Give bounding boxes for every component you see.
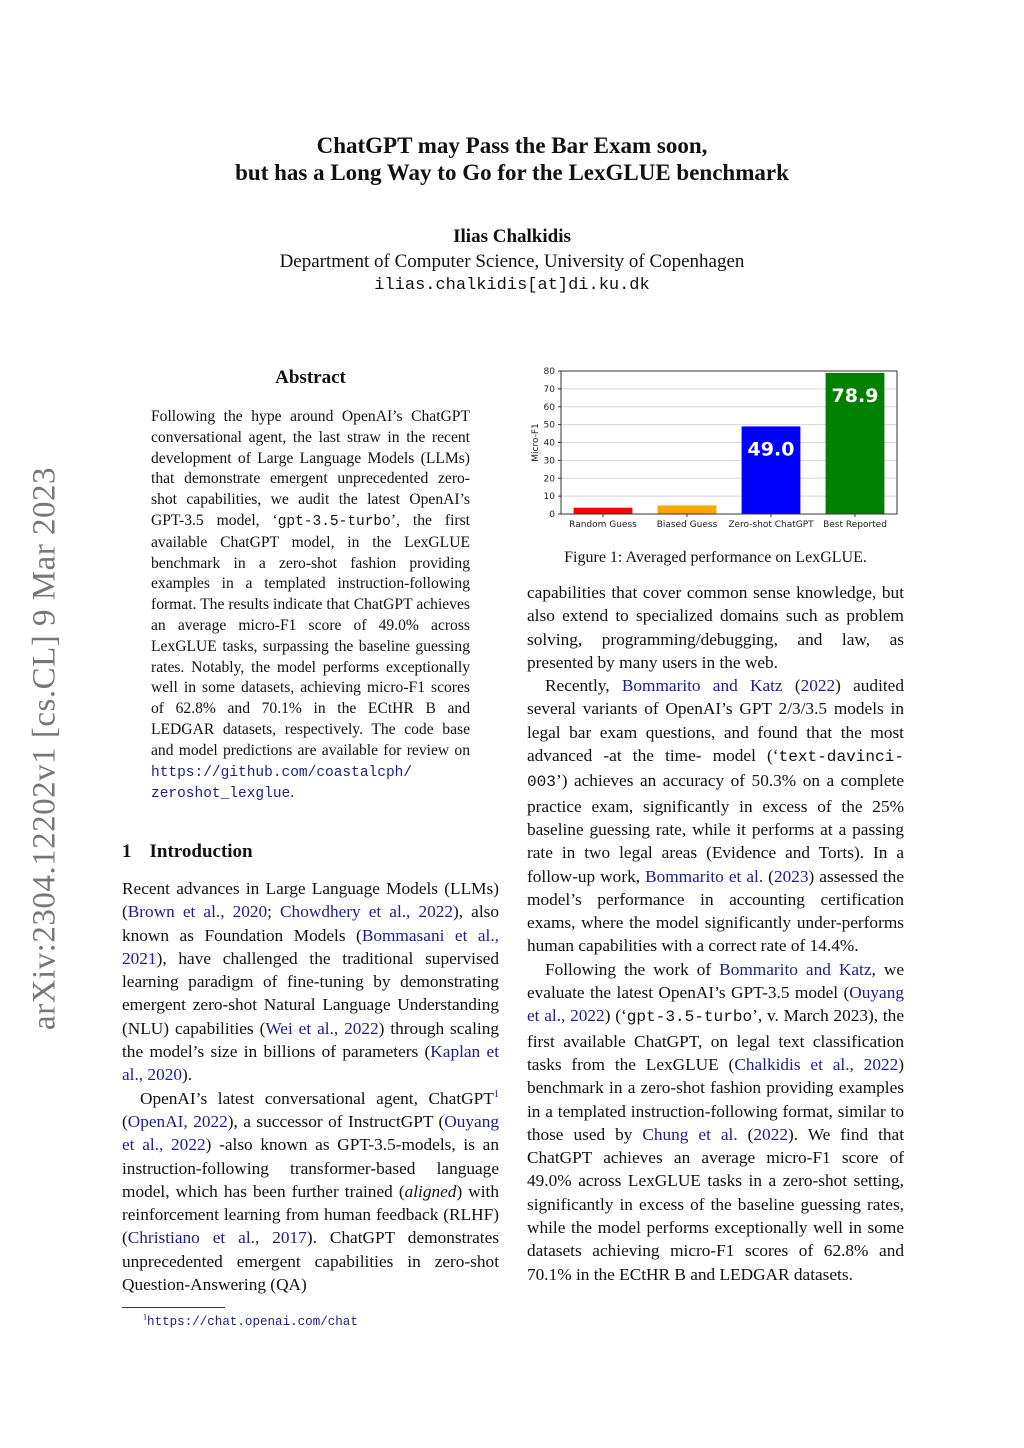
citation-link[interactable]: 2022 [753,1124,788,1144]
section-title: Introduction [149,841,253,862]
bar [658,505,717,514]
text-run: ) (‘ [604,1006,627,1026]
x-tick-label: Biased Guess [656,520,718,530]
citation-link[interactable]: Chalkidis et al., 2022 [734,1054,899,1074]
citation-link[interactable]: Bommarito and Katz [719,959,872,979]
citation-link[interactable]: Brown et al., 2020 [127,902,268,922]
section-number: 1 [122,841,132,862]
text-run: ). [182,1065,193,1085]
citation-link[interactable]: 2022 [800,676,836,696]
text-run: ). We find that ChatGPT achieves an average micro-F1 score of 49.0% across LexGLUE tasks in a zero-shot setting, significantly in excess of the baseline guessing rates, while the model performs exceptionally well in some datasets achieving micro-F1 scores of 62.8% and 70.1% in the ECtHR B and LEDGAR datasets. [527,1124,904,1284]
y-tick-label: 60 [543,402,555,413]
text-run: ( [737,1124,754,1144]
citation-link[interactable]: Wei et al., 2022 [265,1018,379,1038]
y-tick-label: 0 [549,510,555,520]
text-run: capabilities that cover common sense knowledge, but also extend to specialized domains such as problem solving, programming/debugging, and law, as presented by many users in the web. [527,583,904,672]
arxiv-stamp: arXiv:2304.12202v1 [cs.CL] 9 Mar 2023 [26,467,63,1030]
text-run: Following the hype around OpenAI’s ChatGPT conversational agent, the last straw in the recent development of Large Language Models (LLMs) that demonstrate emergent unprecedented zero-shot capabilities, we audit the latest OpenAI’s GPT-3.5 model, ‘ [151,408,470,529]
text-run: . [290,784,295,802]
text-run: , we evaluate the latest OpenAI’s GPT-3.5 model ( [527,959,905,1003]
citation-link[interactable]: Bommasani et al., 2021 [122,925,499,968]
paragraph [122,1087,499,1297]
text-run: ’, the first available ChatGPT model, in the LexGLUE benchmark in a zero-shot fashion providing examples in a templated instruction-following format. The results indicate that ChatGPT achieves an average micro-F1 score of 49.0% across LexGLUE tasks, surpassing the baseline guessing rates. Notably, the model performs exceptionally well in some datasets, achieving micro-F1 scores of 62.8% and 70.1% in the ECtHR B and LEDGAR datasets, respectively. The code base and model predictions are available for review on [151,511,471,759]
text-run: ’, v. March 2023), the first available ChatGPT, on legal text classification tasks from the LexGLUE ( [527,1006,904,1074]
title-line: but has a Long Way to Go for the LexGLUE benchmark [235,160,789,185]
paragraph [527,958,904,1286]
author-email: ilias.chalkidis[at]di.ku.dk [374,276,650,295]
y-tick-label: 50 [543,420,555,431]
x-tick-label: Zero-shot ChatGPT [728,520,814,530]
citation-link[interactable]: Ouyang et al., 2022 [122,1111,500,1155]
text-run: ’) achieves an accuracy of 50.3% on a complete practice exam, significantly in excess of the 25% baseline guessing rate, while it performs at a passing rate in two legal areas (Evidence and Torts). In a follow-up work, [527,771,904,886]
footnote-link[interactable]: https://chat.openai.com/chat [147,1315,358,1329]
bar-chart [528,362,908,534]
bar-data-label: 78.9 [831,384,879,407]
y-tick-label: 10 [543,492,555,503]
code-text: gpt-3.5-turbo [277,513,391,530]
text-run: ) with reinforcement learning from human feedback (RLHF) ( [122,1181,499,1248]
text-run: ), have challenged the traditional supervised learning paradigm of fine-tuning by demonstrating emergent zero-shot Natural Language Understanding (NLU) capabilities ( [122,948,499,1038]
paper-title [0,132,1024,186]
y-tick-label: 70 [543,384,555,395]
footnote-rule [122,1307,225,1308]
citation-link[interactable]: Kaplan et al., 2020 [122,1042,500,1085]
italic-text: aligned [404,1181,457,1201]
footnote-mark: 1 [143,1312,148,1322]
paragraph [527,581,904,674]
x-tick-label: Random Guess [569,520,637,530]
bar [574,508,633,514]
bar-data-label: 49.0 [747,438,795,461]
abstract-body [151,407,470,805]
text-run: ), also known as Foundation Models ( [122,902,499,945]
code-text: text-davinci-003 [527,748,904,792]
text-run: ) through scaling the model’s size in billions of parameters ( [122,1018,499,1062]
section-heading [122,841,271,863]
text-run: ) audited several variants of OpenAI’s GPT 2/3/3.5 models in legal bar exam questions, and found that the most advanced -at the time- model (‘ [527,676,904,766]
text-run: ) assessed the model’s performance in accounting certification exams, where the model significantly under-performs human capabilities with a correct rate of 14.4%. [527,866,904,956]
paragraph [527,674,904,958]
url-link[interactable]: https://github.com/coastalcph/ zeroshot_lexglue [151,764,413,803]
y-tick-label: 40 [543,438,555,449]
citation-link[interactable]: Christiano et al., 2017 [127,1228,307,1248]
footnote-ref[interactable]: 1 [493,1088,499,1100]
citation-link[interactable]: Bommarito et al. [645,866,764,886]
text-run: ), a successor of InstructGPT ( [227,1111,445,1131]
text-run: ) benchmark in a zero-shot fashion providing examples in a templated instruction-following format, similar to those used by [527,1054,905,1144]
author-name: Ilias Chalkidis [453,226,571,247]
y-axis-label: Micro-F1 [531,423,541,462]
citation-link[interactable]: OpenAI, 2022 [127,1111,228,1131]
citation-link[interactable]: Bommarito and Katz [621,676,783,696]
code-text: gpt-3.5-turbo [626,1008,753,1027]
text-run: Following the work of [545,959,720,979]
citation-link[interactable]: Ouyang et al., 2022 [527,983,904,1026]
right-column [527,581,904,1286]
title-line: ChatGPT may Pass the Bar Exam soon, [316,133,708,158]
left-column [122,877,499,1296]
text-run: ( [122,1111,128,1131]
text-run: ; [267,902,281,922]
text-run: Recently, [545,676,622,696]
citation-link[interactable]: Chung et al. [642,1124,738,1144]
text-run: OpenAI’s latest conversational agent, ChatGPT [140,1088,494,1108]
text-run: Recent advances in Large Language Models (LLMs) ( [122,879,499,922]
abstract-heading: Abstract [275,367,346,388]
text-run: ( [763,866,774,886]
text-run: ( [782,676,801,696]
paragraph [122,877,499,1087]
footnote [143,1313,358,1329]
text-run: ). ChatGPT demonstrates unprecedented emergent capabilities in zero-shot Question-Answering (QA) [122,1228,499,1295]
citation-link[interactable]: 2023 [773,866,809,886]
y-tick-label: 20 [543,474,555,485]
y-tick-label: 30 [543,456,555,467]
figure-caption: Figure 1: Averaged performance on LexGLUE. [564,549,867,566]
text-run: ) -also known as GPT-3.5-models, is an instruction-following transformer-based language model, which has been further trained ( [122,1135,499,1201]
affiliation: Department of Computer Science, University of Copenhagen [279,251,745,272]
x-tick-label: Best Reported [823,520,887,530]
citation-link[interactable]: Chowdhery et al., 2022 [280,902,454,922]
y-tick-label: 80 [543,367,555,377]
